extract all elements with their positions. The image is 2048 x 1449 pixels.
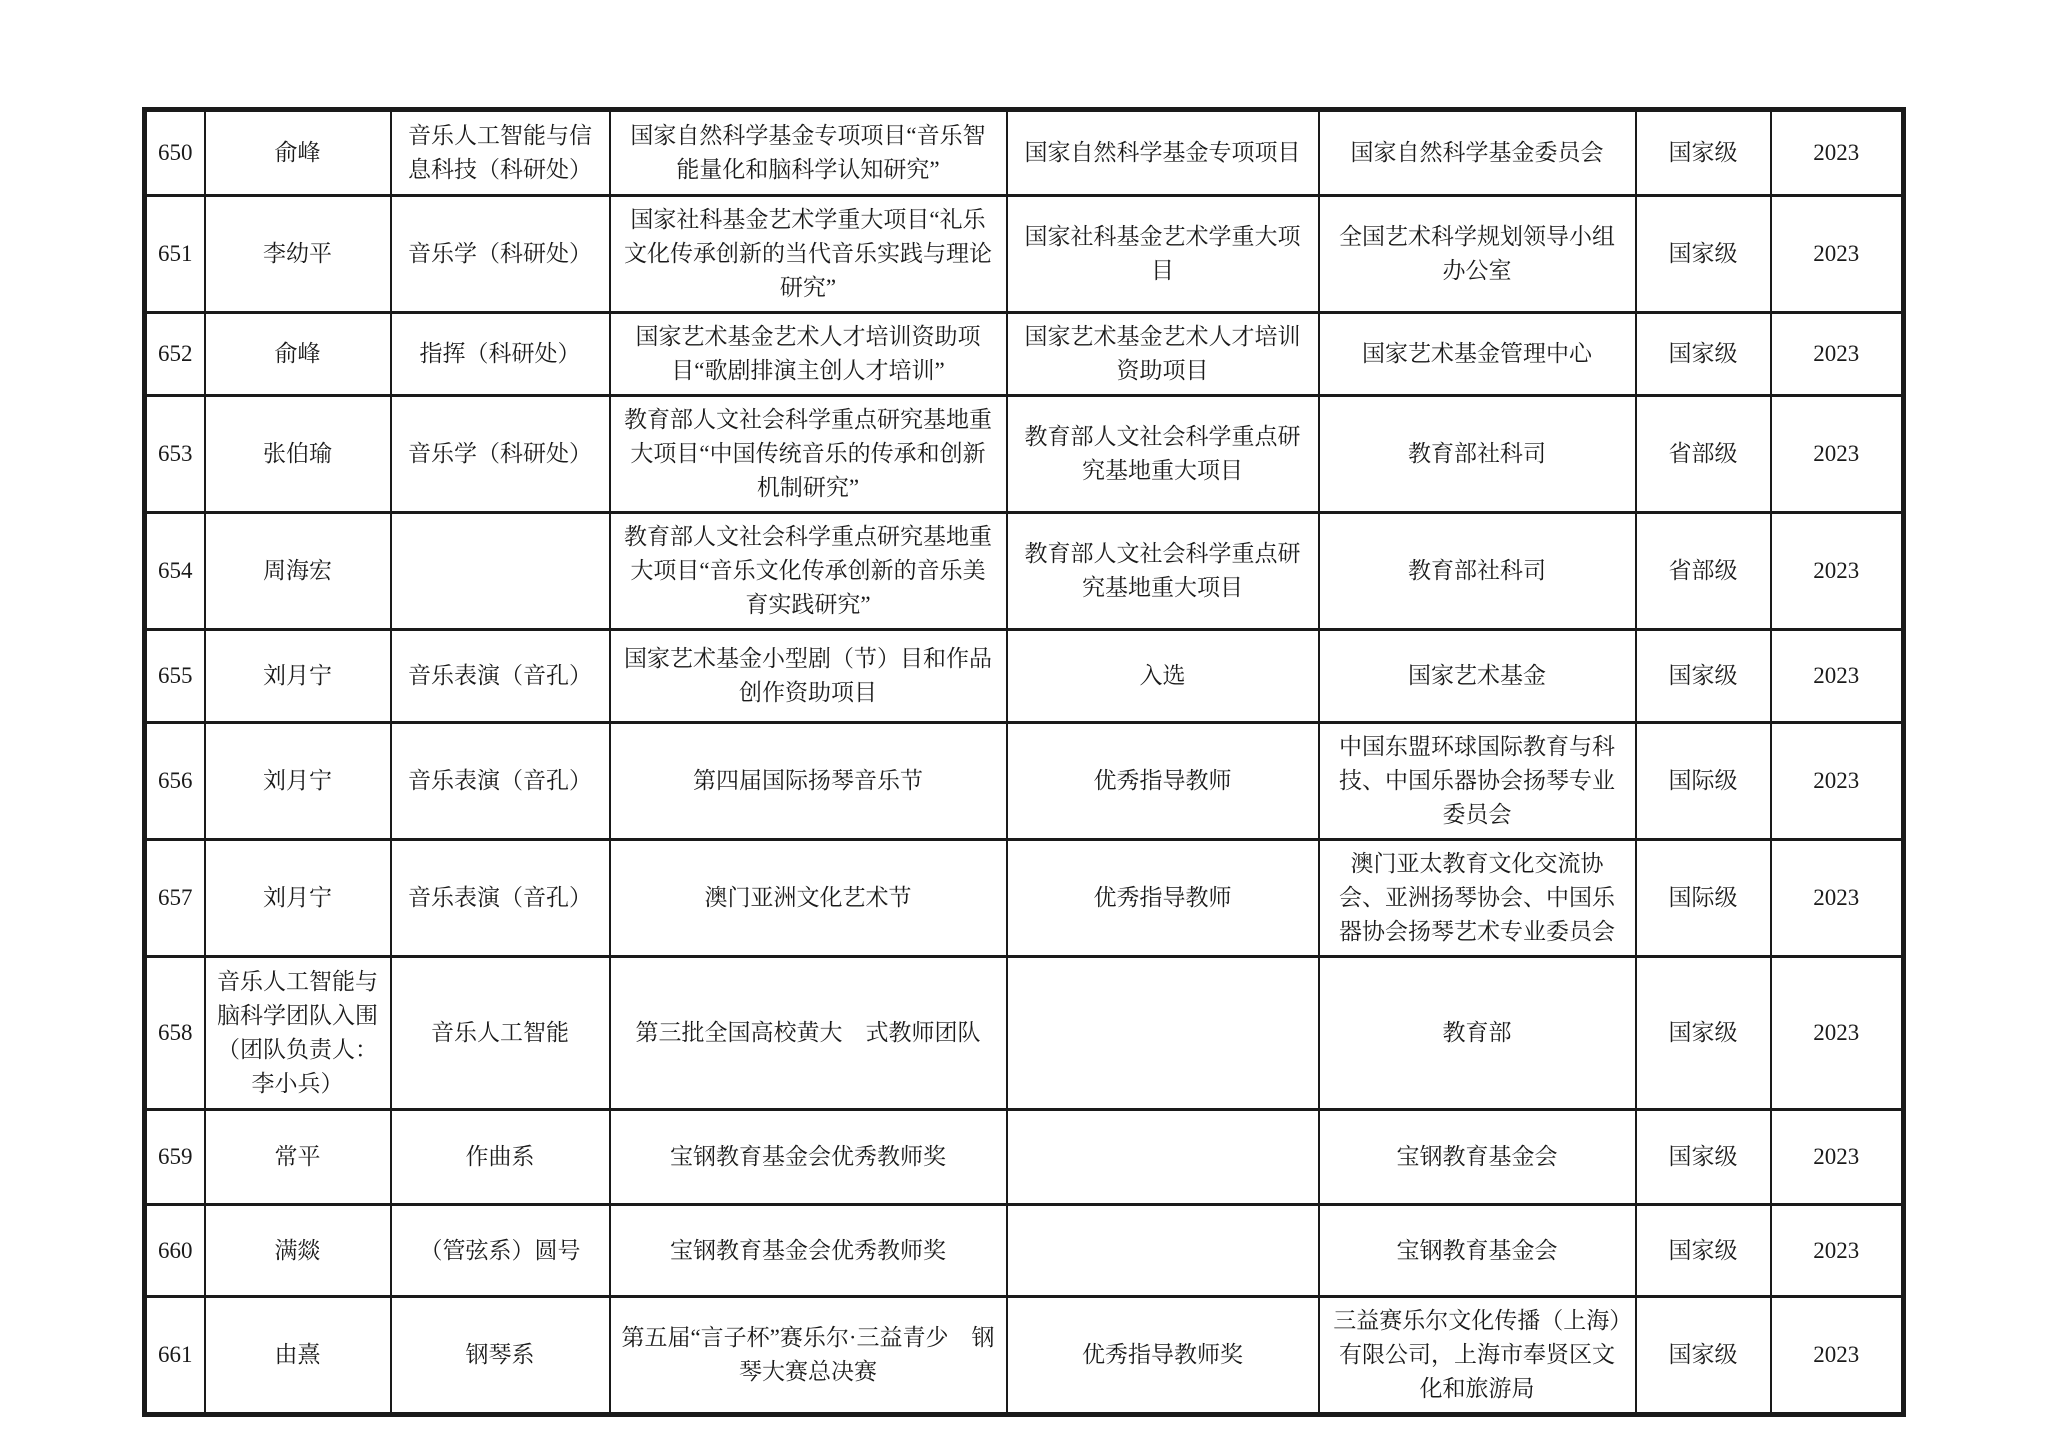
cell-level: 国家级 — [1636, 957, 1771, 1110]
cell-award: 国家自然科学基金专项项目 — [1007, 110, 1319, 196]
cell-serial: 651 — [145, 196, 205, 313]
cell-year: 2023 — [1771, 396, 1904, 513]
cell-level: 国际级 — [1636, 840, 1771, 957]
cell-level: 省部级 — [1636, 396, 1771, 513]
cell-serial: 659 — [145, 1110, 205, 1205]
table-row — [145, 723, 1904, 840]
cell-project: 教育部人文社会科学重点研究基地重大项目“音乐文化传承创新的音乐美育实践研究” — [610, 513, 1007, 630]
cell-serial: 655 — [145, 630, 205, 723]
table-row — [145, 110, 1904, 196]
table-row — [145, 1205, 1904, 1297]
cell-year: 2023 — [1771, 840, 1904, 957]
cell-year: 2023 — [1771, 957, 1904, 1110]
cell-year: 2023 — [1771, 1297, 1904, 1415]
cell-serial: 654 — [145, 513, 205, 630]
cell-project: 澳门亚洲文化艺术节 — [610, 840, 1007, 957]
cell-organization: 教育部 — [1319, 957, 1636, 1110]
cell-year: 2023 — [1771, 723, 1904, 840]
cell-serial: 650 — [145, 110, 205, 196]
cell-organization: 三益赛乐尔文化传播（上海）有限公司，上海市奉贤区文化和旅游局 — [1319, 1297, 1636, 1415]
cell-year: 2023 — [1771, 1110, 1904, 1205]
cell-project: 国家社科基金艺术学重大项目“礼乐文化传承创新的当代音乐实践与理论研究” — [610, 196, 1007, 313]
table-row — [145, 396, 1904, 513]
cell-organization: 国家自然科学基金委员会 — [1319, 110, 1636, 196]
cell-department: 音乐学（科研处） — [391, 196, 610, 313]
cell-project: 宝钢教育基金会优秀教师奖 — [610, 1110, 1007, 1205]
cell-organization: 教育部社科司 — [1319, 513, 1636, 630]
cell-department: 音乐表演（音孔） — [391, 723, 610, 840]
cell-person: 刘月宁 — [205, 840, 391, 957]
cell-department: 音乐人工智能与信息科技（科研处） — [391, 110, 610, 196]
cell-level: 国家级 — [1636, 110, 1771, 196]
cell-person: 刘月宁 — [205, 630, 391, 723]
cell-organization: 澳门亚太教育文化交流协会、亚洲扬琴协会、中国乐器协会扬琴艺术专业委员会 — [1319, 840, 1636, 957]
table-row — [145, 313, 1904, 396]
table-row — [145, 630, 1904, 723]
cell-organization: 全国艺术科学规划领导小组办公室 — [1319, 196, 1636, 313]
table-row — [145, 513, 1904, 630]
cell-level: 国家级 — [1636, 196, 1771, 313]
cell-project: 第三批全国高校黄大 式教师团队 — [610, 957, 1007, 1110]
cell-serial: 656 — [145, 723, 205, 840]
cell-project: 国家艺术基金小型剧（节）目和作品创作资助项目 — [610, 630, 1007, 723]
cell-award: 教育部人文社会科学重点研究基地重大项目 — [1007, 513, 1319, 630]
cell-department: 音乐学（科研处） — [391, 396, 610, 513]
awards-table — [142, 107, 1906, 1417]
cell-award — [1007, 1205, 1319, 1297]
cell-organization: 中国东盟环球国际教育与科技、中国乐器协会扬琴专业委员会 — [1319, 723, 1636, 840]
cell-level: 国家级 — [1636, 1110, 1771, 1205]
cell-serial: 653 — [145, 396, 205, 513]
cell-department — [391, 513, 610, 630]
cell-person: 俞峰 — [205, 110, 391, 196]
cell-serial: 661 — [145, 1297, 205, 1415]
cell-organization: 宝钢教育基金会 — [1319, 1205, 1636, 1297]
cell-award: 国家社科基金艺术学重大项目 — [1007, 196, 1319, 313]
cell-level: 国际级 — [1636, 723, 1771, 840]
cell-person: 李幼平 — [205, 196, 391, 313]
cell-award: 优秀指导教师奖 — [1007, 1297, 1319, 1415]
cell-person: 周海宏 — [205, 513, 391, 630]
cell-organization: 国家艺术基金 — [1319, 630, 1636, 723]
cell-department: 音乐表演（音孔） — [391, 840, 610, 957]
cell-organization: 宝钢教育基金会 — [1319, 1110, 1636, 1205]
cell-award: 优秀指导教师 — [1007, 840, 1319, 957]
cell-organization: 国家艺术基金管理中心 — [1319, 313, 1636, 396]
cell-project: 教育部人文社会科学重点研究基地重大项目“中国传统音乐的传承和创新机制研究” — [610, 396, 1007, 513]
cell-year: 2023 — [1771, 630, 1904, 723]
cell-department: 指挥（科研处） — [391, 313, 610, 396]
cell-organization: 教育部社科司 — [1319, 396, 1636, 513]
cell-year: 2023 — [1771, 513, 1904, 630]
cell-project: 国家自然科学基金专项项目“音乐智能量化和脑科学认知研究” — [610, 110, 1007, 196]
table-row — [145, 840, 1904, 957]
cell-department: 作曲系 — [391, 1110, 610, 1205]
cell-department: 音乐人工智能 — [391, 957, 610, 1110]
table-row — [145, 196, 1904, 313]
cell-serial: 652 — [145, 313, 205, 396]
cell-project: 第五届“言子杯”赛乐尔·三益青少 钢琴大赛总决赛 — [610, 1297, 1007, 1415]
table-row — [145, 1297, 1904, 1415]
cell-project: 国家艺术基金艺术人才培训资助项目“歌剧排演主创人才培训” — [610, 313, 1007, 396]
cell-level: 省部级 — [1636, 513, 1771, 630]
cell-award — [1007, 957, 1319, 1110]
cell-project: 宝钢教育基金会优秀教师奖 — [610, 1205, 1007, 1297]
cell-award: 入选 — [1007, 630, 1319, 723]
cell-year: 2023 — [1771, 1205, 1904, 1297]
cell-serial: 660 — [145, 1205, 205, 1297]
cell-department: 音乐表演（音孔） — [391, 630, 610, 723]
cell-award: 国家艺术基金艺术人才培训资助项目 — [1007, 313, 1319, 396]
cell-year: 2023 — [1771, 196, 1904, 313]
cell-department: 钢琴系 — [391, 1297, 610, 1415]
cell-level: 国家级 — [1636, 1297, 1771, 1415]
cell-project: 第四届国际扬琴音乐节 — [610, 723, 1007, 840]
cell-person: 满燚 — [205, 1205, 391, 1297]
cell-person: 音乐人工智能与脑科学团队入围（团队负责人：李小兵） — [205, 957, 391, 1110]
cell-serial: 658 — [145, 957, 205, 1110]
cell-department: （管弦系）圆号 — [391, 1205, 610, 1297]
cell-person: 刘月宁 — [205, 723, 391, 840]
table-row — [145, 957, 1904, 1110]
cell-award — [1007, 1110, 1319, 1205]
cell-person: 张伯瑜 — [205, 396, 391, 513]
cell-level: 国家级 — [1636, 1205, 1771, 1297]
cell-person: 由熹 — [205, 1297, 391, 1415]
cell-level: 国家级 — [1636, 630, 1771, 723]
cell-serial: 657 — [145, 840, 205, 957]
cell-award: 教育部人文社会科学重点研究基地重大项目 — [1007, 396, 1319, 513]
cell-year: 2023 — [1771, 313, 1904, 396]
table-row — [145, 1110, 1904, 1205]
cell-person: 常平 — [205, 1110, 391, 1205]
cell-year: 2023 — [1771, 110, 1904, 196]
cell-award: 优秀指导教师 — [1007, 723, 1319, 840]
cell-person: 俞峰 — [205, 313, 391, 396]
cell-level: 国家级 — [1636, 313, 1771, 396]
